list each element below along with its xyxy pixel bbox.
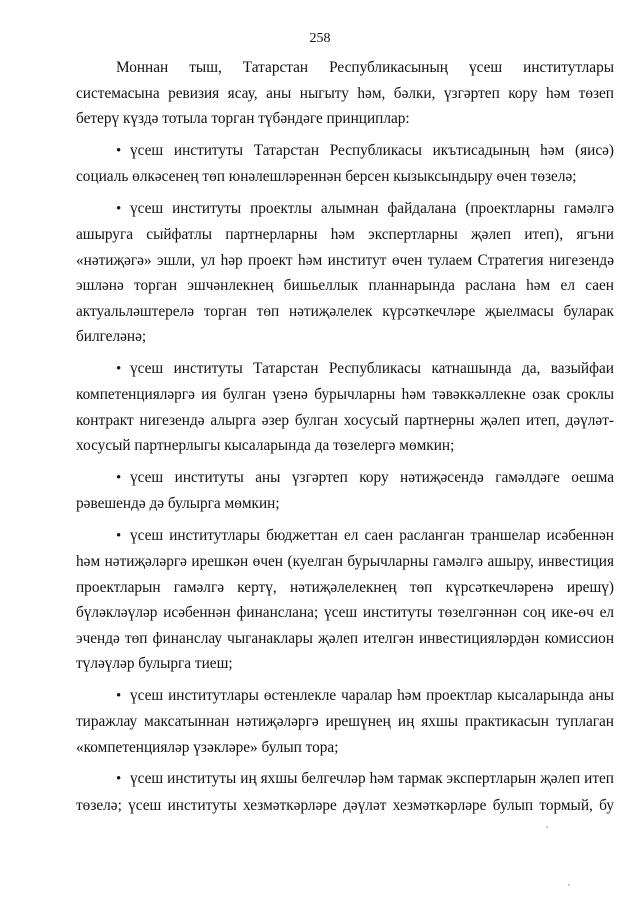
bullet-item [76, 523, 614, 677]
scan-speck [568, 884, 570, 886]
bullet-text: үсеш институты Татарстан Республикасы катнашында да, вазыйфаи компетенцияләргә ия булган үзенә бурычларны һәм тәвәккәллекне озак сроклы контракт нигезендә алырга әзер булган хосусый партнерны җәлеп итеп, дәүләт-хосусый партнерлыгы кысаларында да төзелергә мөмкин; [76, 359, 614, 454]
intro-paragraph: Моннан тыш, Татарстан Республикасының үсеш институтлары системасына ревизия ясау, аны ныгыту һәм, бәлки, үзгәртеп кору һәм төзеп бетерү күздә тотыла торган түбәндәге принциплар: [76, 59, 614, 127]
bullet-icon: • [116, 687, 122, 704]
page-number: 258 [309, 31, 331, 46]
bullet-icon: • [116, 142, 122, 159]
bullet-item [76, 683, 614, 761]
bullet-item [76, 766, 614, 818]
bullet-icon: • [116, 360, 122, 377]
bullet-text: үсеш институтлары бюджеттан ел саен расланган траншелар исәбеннән һәм нәтиҗәләргә ирешкән өчен (куелган бурычларны гамәлгә ашыру, инвестиция проектларын гамәлгә кертү, нәтиҗәлелекнең төп күрсәткечләренә ирешү) бүләкләүләр исәбеннән финанслана; үсеш институты төзелгәннән соң ике-өч ел эчендә төп финанслау чыганаклары җәлеп ителгән инвестицияләрдән комиссион түләүләр булырга тиеш; [76, 526, 614, 672]
bullet-item [76, 356, 614, 459]
bullet-text: үсеш институты Татарстан Республикасы икътисадының һәм (яисә) социаль өлкәсенең төп юнәлешләреннән берсен кызыксындыру өчен төзелә; [76, 141, 614, 185]
bullet-text: үсеш институтлары өстенлекле чаралар һәм проектлар кысаларында аны тиражлау максатыннан нәтиҗәләргә ирешүнең иң яхшы практикасын туплаган «компетенцияләр үзәкләре» булып тора; [76, 686, 614, 756]
principles-list [76, 138, 614, 819]
bullet-text: үсеш институты иң яхшы белгечләр һәм тармак экспертларын җәлеп итеп төзелә; үсеш институты хезмәткәрләре дәүләт хезмәткәрләре булып тормый, бу [76, 770, 614, 814]
bullet-text: үсеш институты аны үзгәртеп кору нәтиҗәсендә гамәлдәге оешма рәвешендә дә булырга мөмкин; [76, 468, 614, 512]
bullet-item [76, 465, 614, 517]
scan-speck [546, 826, 548, 828]
bullet-icon: • [116, 771, 122, 787]
bullet-text: үсеш институты проектлы алымнан файдалана (проектларны гамәлгә ашыруга сыйфатлы партнерларны һәм экспертларны җәлеп итеп), ягъни «нәтиҗәгә» эшли, ул һәр проект һәм институт өчен тулаем Стратегия нигезендә эшләнә торган эшчәнлекнең бишьеллык планнарында раслана һәм ел саен актуальләштерелә торган төп нәтиҗәлелек күрсәткечләре җыелмасы буларак билгеләнә; [76, 199, 614, 345]
bullet-icon: • [116, 527, 122, 544]
bullet-item [76, 138, 614, 190]
bullet-icon: • [116, 469, 122, 486]
page-body [76, 55, 614, 824]
bullet-item [76, 196, 614, 350]
bullet-icon: • [116, 200, 122, 217]
